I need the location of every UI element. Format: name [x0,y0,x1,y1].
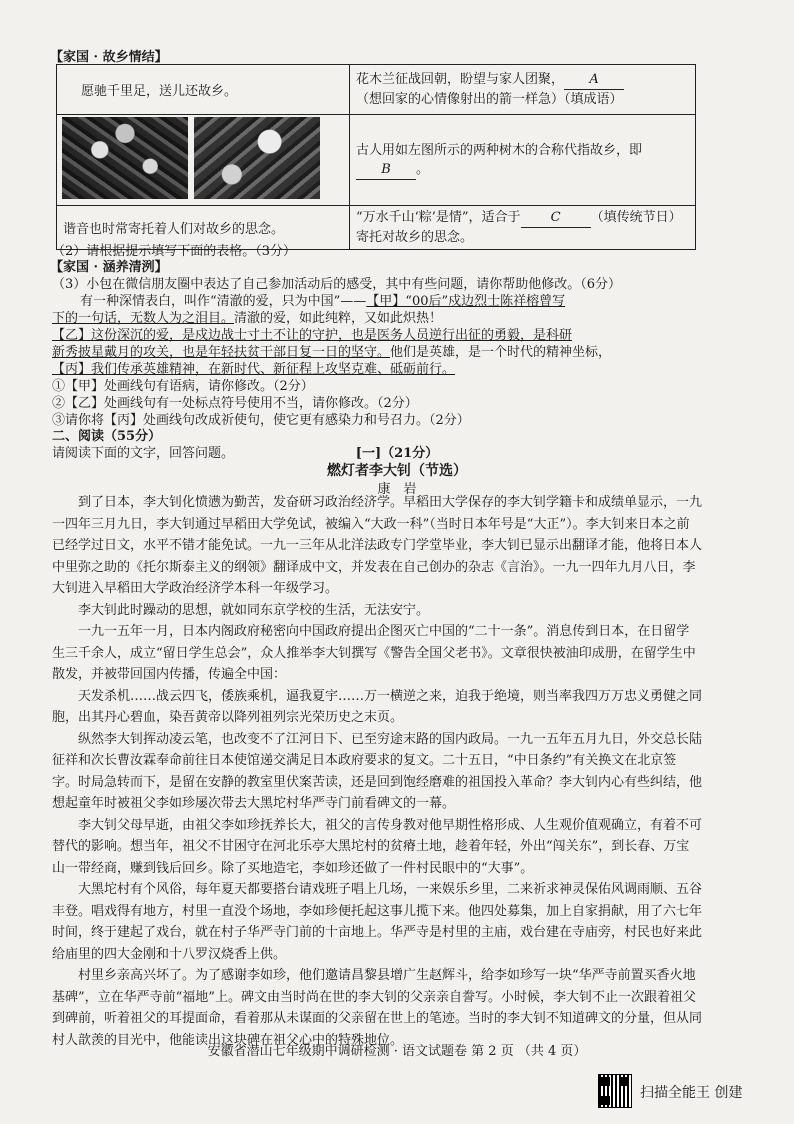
blank-a[interactable]: A [564,70,624,90]
page-footer: 安徽省潜山七年级期中调研检测 · 语文试题卷 第 2 页 （共 4 页） [207,1044,587,1059]
sub-question-1: ①【甲】处画线句有语病，请你修改。（2分） [52,379,314,394]
passage-underline-bing: 【丙】我们传承英雄精神，在新时代、新征程上攻坚克难、砥砺前行。 [52,362,456,377]
tree-photo-2 [194,117,320,199]
article-paragraph: 大黑坨村有个风俗，每年夏天都要搭台请戏班子唱上几场，一来娱乐乡里，二来祈求神灵保佑风调雨顺、五谷丰登。唱戏得有地方，村里一直没个场地，李如珍便托起这事儿揽下来。他四处募集，加上自家捐献，用了六七年时间，终于建起了戏台，就在村子华严寺门前的十亩地上。华严寺是村里的主庙，戏台建在寺庙旁，村民也好来此给庙里的四大金刚和十八罗汉烧香上供。 [52,882,703,962]
article-author: 康 岩 [377,482,417,497]
table-cell-photos [57,115,350,206]
blank-b[interactable]: B [356,160,416,180]
blank-c[interactable]: C [521,208,591,228]
passage-underline-yi: 新秀披星戴月的攻关，也是年轻扶贫干部日复一日的坚守。 [52,345,391,360]
table-cell-text: 谐音也时常寄托着人们对故乡的思念。 [63,222,285,237]
question-2: （2）请根据提示填写下面的表格。（3分） [52,244,297,259]
article-quote: 天发杀机……战云四飞，倭族乘机，逼我夏宇……万一横逆之来，迫我于绝境，则当率我四万万忠义勇健之同胞，出其丹心碧血，染吾黄帝以降列祖列宗光荣历史之末页。 [52,688,703,725]
part-intro: 请阅读下面的文字，回答问题。 [52,446,235,461]
table-cell-text: 。 [416,161,430,177]
part-heading: 二、阅读（55分） [52,429,162,444]
table-cell-text: 愿驰千里足，送儿还故乡。 [81,84,238,99]
passage-text: 有一种深情表白，叫作“清澈的爱，只为中国”—— [80,294,367,309]
fill-in-table [56,64,696,250]
article-paragraph: 李大钊此时躁动的思想，就如同东京学校的生活，无法安宁。 [78,602,430,618]
article-paragraph: 一九一五年一月，日本内阁政府秘密向中国政府提出企图灭亡中国的“二十一条”。消息传到日本，在日留学生三千余人，成立“留日学生总会”，众人推举李大钊撰写《警告全国父老书》。文章很快被油印成册，在留学生中散发，并被带回国内传播，传遍全中国： [52,624,696,682]
question-3: （3）小包在微信朋友圈中表达了自己参加活动后的感受，其中有些问题，请你帮助他修改。（6分） [52,277,622,292]
table-cell [350,65,696,115]
reading-number: [一]（21分） [355,446,439,461]
table-cell-text: （填传统节日）寄托对故乡的思念。 [356,210,682,245]
qr-code-icon [598,1074,632,1108]
article-title: 燃灯者李大钊（节选） [327,463,467,479]
section-title-clear-love: 【家国 · 涵养清洌】 [50,260,168,275]
passage-underline-jia: 【甲】“00后”戍边烈士陈祥榕曾写 [366,294,566,309]
passage-underline-jia: 下的一句话，无数人为之泪目。 [52,311,235,326]
sub-question-3: ③请你将【丙】处画线句改成祈使句，使它更有感染力和号召力。（2分） [52,413,470,428]
table-cell-text: 花木兰征战回朝，盼望与家人团聚， [356,72,565,87]
table-cell-text: “万水千山‘粽’是情”，适合于 [356,210,521,225]
table-cell-text: （想回家的心情像射出的箭一样急）（填成语） [356,92,623,107]
passage-underline-yi: 【乙】这份深沉的爱，是戍边战士寸土不让的守护，也是医务人员逆行出征的勇毅，是科研 [52,328,573,343]
article-paragraph: 纵然李大钊挥动凌云笔，也改变不了江河日下、已至穷途末路的国内政局。一九一五年五月九日，外交总长陆征祥和次长曹汝霖奉命前往日本使馆递交满足日本政府要求的复文。二十五日，“中日条约”有关换文在北京签字。时局急转而下，是留在安静的教室里伏案苦读，还是回到饱经磨难的祖国投入革命？李大钊内心有些纠结，他想起童年时被祖父李如珍屡次带去大黑坨村华严寺门前看碑文的一幕。 [52,731,703,811]
sub-question-2: ②【乙】处画线句有一处标点符号使用不当，请你修改。（2分） [52,396,418,411]
table-cell-text: 古人用如左图所示的两种树木的合称代指故乡，即 [356,142,643,158]
article-paragraph: 李大钊父母早逝，由祖父李如珍抚养长大，祖父的言传身教对他早期性格形成、人生观价值观确立，有着不可替代的影响。想当年，祖父不甘困守在河北乐亭大黑坨村的贫瘠土地，趁着年轻，外出“闯关东”，到长春、万宝山一带经商，赚到钱后回乡。除了买地造宅，李如珍还做了一件村民眼中的“大事”。 [52,817,703,876]
article-body [52,492,702,1051]
article-paragraph: 村里乡亲高兴坏了。为了感谢李如珍，他们邀请昌黎县增广生赵辉斗，给李如珍写一块“华严寺前置买香火地基碑”，立在华严寺前“福地”上。碑文由当时尚在世的李大钊的父亲亲自誊写。小时候，李大钊不止一次跟着祖父到碑前，听着祖父的耳提面命，看着那从未谋面的父亲留在世上的笔迹。当时的李大钊不知道碑文的分量，但从同村人歆羡的目光中，他能读出这块碑在祖父心中的特殊地位。 [52,968,703,1048]
scanner-watermark: 扫描全能王 创建 [640,1085,743,1101]
passage-text: 清澈的爱，如此纯粹，又如此炽热！ [234,311,443,326]
article-paragraph: 到了日本，李大钊化愤懑为勤苦，发奋研习政治经济学。早稻田大学保存的李大钊学籍卡和成绩单显示，一九一四年三月九日，李大钊通过早稻田大学免试，被编入“大政一科”（当时日本年号是“大正”）。李大钊来日本之前已经学过日文，水平不错才能免试。一九一三年从北洋法政专门学堂毕业，李大钊已显示出翻译才能，他将日本人中里弥之助的《托尔斯泰主义的纲领》翻译成中文，并发表在自己创办的杂志《言治》。一九一四年九月八日，李大钊进入早稻田大学政治经济学本科一年级学习。 [52,495,703,596]
tree-photo-1 [62,117,188,199]
passage-text: 他们是英雄，是一个时代的精神坐标， [390,345,612,360]
table-cell [350,206,696,250]
section-title-hometown: 【家国 · 故乡情结】 [50,50,168,65]
table-cell [350,115,696,206]
table-cell [57,65,350,115]
